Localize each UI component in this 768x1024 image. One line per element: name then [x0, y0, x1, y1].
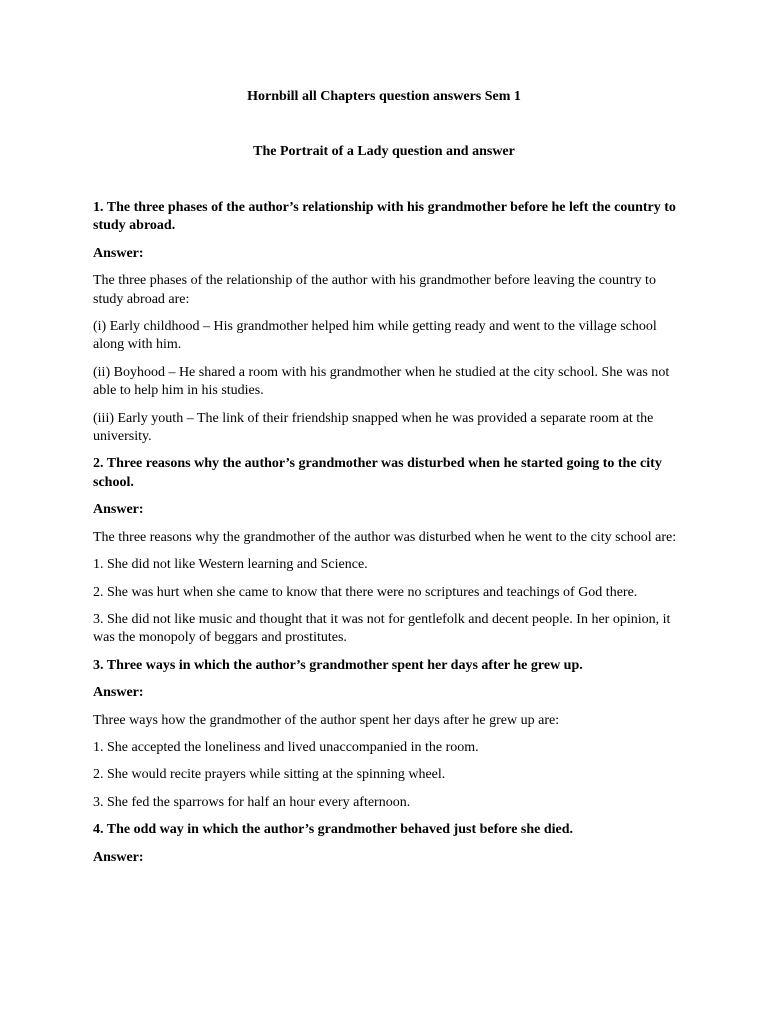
- answer-1-paragraph: The three phases of the relationship of the author with his grandmother before leaving the country to study abroad are:: [93, 273, 656, 307]
- answer-label-1: Answer:: [93, 245, 144, 261]
- answer-label-2: Answer:: [93, 502, 144, 518]
- question-4: 4. The odd way in which the author’s grandmother behaved just before she died.: [93, 822, 574, 838]
- chapter-heading: The Portrait of a Lady question and answer: [253, 144, 515, 159]
- question-3: 3. Three ways in which the author’s grandmother spent her days after he grew up.: [93, 657, 583, 673]
- answer-2-paragraph: 2. She was hurt when she came to know that there were no scriptures and teachings of God there.: [93, 584, 638, 600]
- answer-3-paragraph: 1. She accepted the loneliness and lived unaccompanied in the room.: [93, 739, 479, 755]
- answer-2-paragraph: 3. She did not like music and thought that it was not for gentlefolk and decent people. In her opinion, it was the monopoly of beggars and prostitutes.: [93, 611, 671, 646]
- answer-2-paragraph: The three reasons why the grandmother of the author was disturbed when he went to the city school are:: [93, 529, 677, 545]
- answer-2-paragraph: 1. She did not like Western learning and Science.: [93, 557, 368, 573]
- answer-3-paragraph: Three ways how the grandmother of the author spent her days after he grew up are:: [93, 712, 560, 728]
- answer-3-paragraph: 2. She would recite prayers while sitting at the spinning wheel.: [93, 767, 446, 783]
- answer-label-4: Answer:: [93, 849, 144, 865]
- answer-label-3: Answer:: [93, 685, 144, 701]
- answer-1-paragraph: (i) Early childhood – His grandmother helped him while getting ready and went to the village school along with him.: [93, 319, 657, 353]
- document-title: Hornbill all Chapters question answers Sem 1: [247, 89, 521, 104]
- answer-1-paragraph: (ii) Boyhood – He shared a room with his grandmother when he studied at the city school. She was not able to help him in his studies.: [93, 364, 670, 399]
- answer-3-paragraph: 3. She fed the sparrows for half an hour every afternoon.: [93, 794, 411, 810]
- answer-1-paragraph: (iii) Early youth – The link of their friendship snapped when he was provided a separate room at the university.: [93, 410, 654, 445]
- question-1: 1. The three phases of the author’s relationship with his grandmother before he left the country to study abroad.: [93, 200, 676, 234]
- document-body: [93, 199, 683, 876]
- question-2: 2. Three reasons why the author’s grandmother was disturbed when he started going to the city school.: [93, 456, 662, 490]
